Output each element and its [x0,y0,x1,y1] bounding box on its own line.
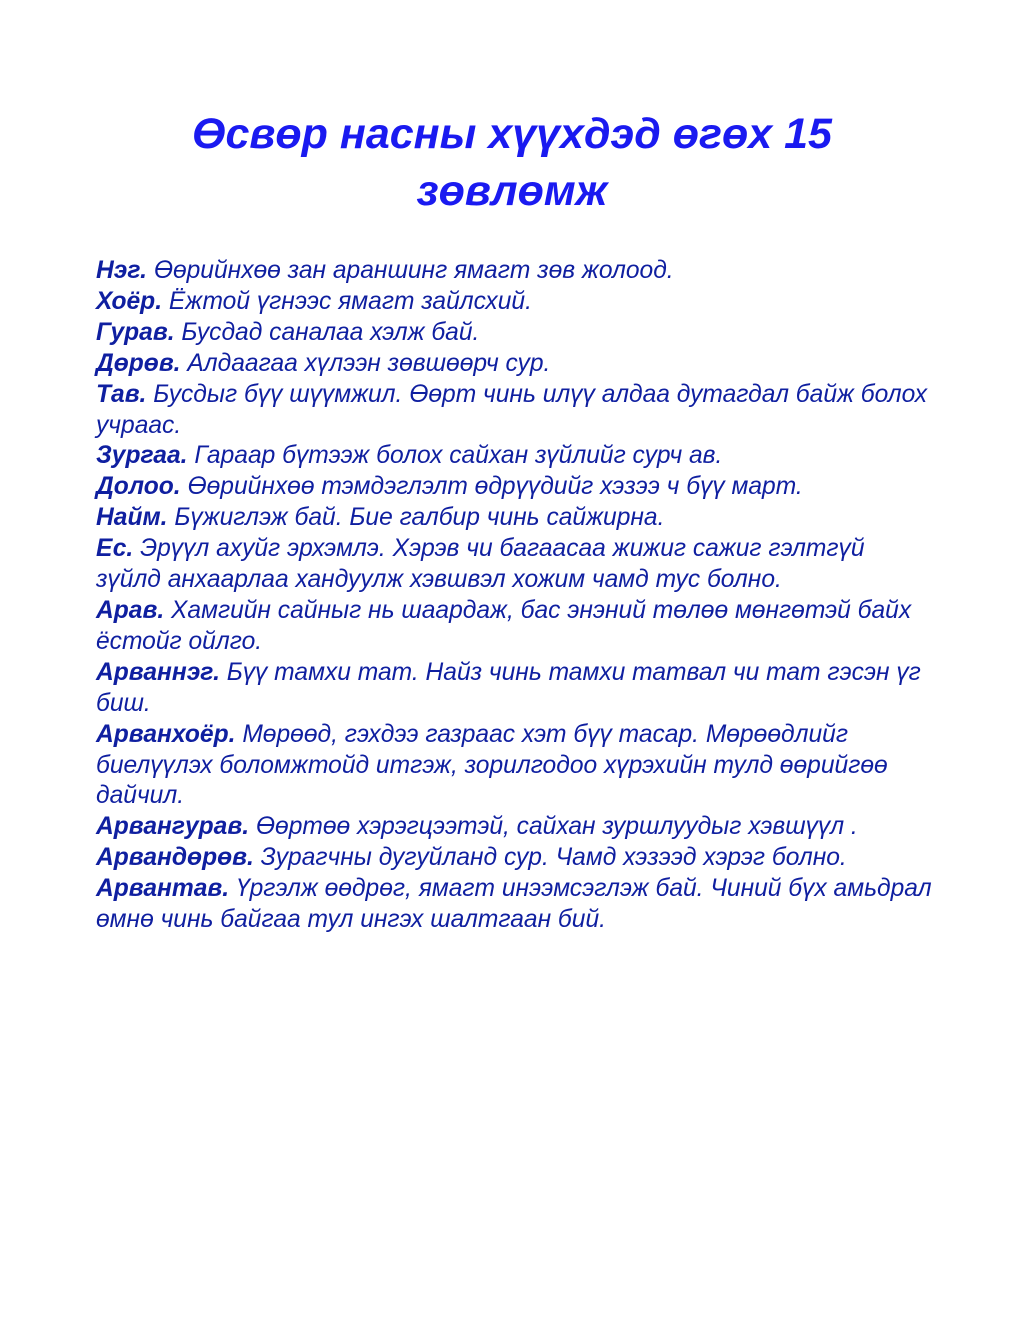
tip-number: Арвандөрөв. [96,844,254,872]
tip-text: Өөрийнхөө зан араншинг ямагт зөв жолоод. [153,257,674,284]
tip-number: Арвангурав. [96,813,250,841]
tip-number: Арваннэг. [96,658,220,686]
tip-text: Бүжиглэж бай. Бие галбир чинь сайжирна. [174,504,665,532]
tip-number: Гурав. [96,318,175,346]
tip-item [96,534,936,596]
tip-number: Тав. [96,380,147,408]
tip-item [96,256,936,287]
tip-item [96,503,936,534]
tip-text: Бүү тамхи тат. Найз чинь тамхи татвал чи тат гэсэн үг биш. [96,658,921,717]
tip-text: Өөрийнхөө тэмдэглэлт өдрүүдийг хэзээ ч бүү март. [187,473,803,501]
tip-item [96,287,936,318]
tip-text: Үргэлж өөдрөг, ямагт инээмсэглэж бай. Чиний бүх амьдрал өмнө чинь байгаа тул ингэх шалтгаан бий. [96,875,932,934]
tip-text: Алдаагаа хүлээн зөвшөөрч сур. [187,349,551,377]
tip-number: Арав. [96,596,165,624]
tip-text: Гараар бүтээж болох сайхан зүйлийг сурч ав. [194,442,723,470]
tip-text: Бусдыг бүү шүүмжил. Өөрт чинь илүү алдаа дутагдал байж болох учраас. [96,380,928,439]
tip-number: Долоо. [96,473,181,501]
tip-text: Мөрөөд, гэхдээ газраас хэт бүү тасар. Мөрөөдлийг биелүүлэх боломжтойд итгэж, зорилгодоо хүрэхийн тулд өөрийгөө дайчил. [96,720,888,810]
tip-item [96,318,936,349]
tip-item [96,380,936,442]
tip-item [96,596,936,658]
tip-number: Ес. [96,535,134,563]
tip-item [96,720,936,813]
tips-list [96,256,936,936]
tip-text: Эрүүл ахуйг эрхэмлэ. Хэрэв чи багаасаа жижиг сажиг гэлтгүй зүйлд анхаарлаа хандуулж хэвшвэл хожим чамд тус болно. [96,535,865,594]
tip-number: Дөрөв. [96,349,181,377]
tip-item [96,472,936,503]
tip-item [96,812,936,843]
tip-number: Найм. [96,504,168,532]
tip-text: Бусдад саналаа хэлж бай. [181,318,480,346]
tip-number: Хоёр. [96,287,163,315]
tip-text: Зурагчны дугуйланд сур. Чамд хэзээд хэрэг болно. [260,844,847,872]
tip-item [96,843,936,874]
tip-item [96,874,936,936]
tip-number: Нэг. [96,257,147,284]
tip-text: Өөртөө хэрэгцээтэй, сайхан зуршлуудыг хэвшүүл . [255,813,858,841]
tip-text: Хамгийн сайныг нь шаардаж, бас энэний төлөө мөнгөтэй байх ёстойг ойлго. [96,596,912,655]
tip-item [96,658,936,720]
tip-number: Арвантав. [96,875,230,903]
tip-number: Зургаа. [96,442,188,470]
tip-number: Арванхоёр. [96,720,236,748]
tip-item [96,441,936,472]
tip-item [96,349,936,380]
tip-text: Ёжтой үгнээс ямагт зайлсхий. [168,287,532,315]
page-title: Өсвөр насны хүүхдэд өгөх 15 зөвлөмж [192,110,832,215]
